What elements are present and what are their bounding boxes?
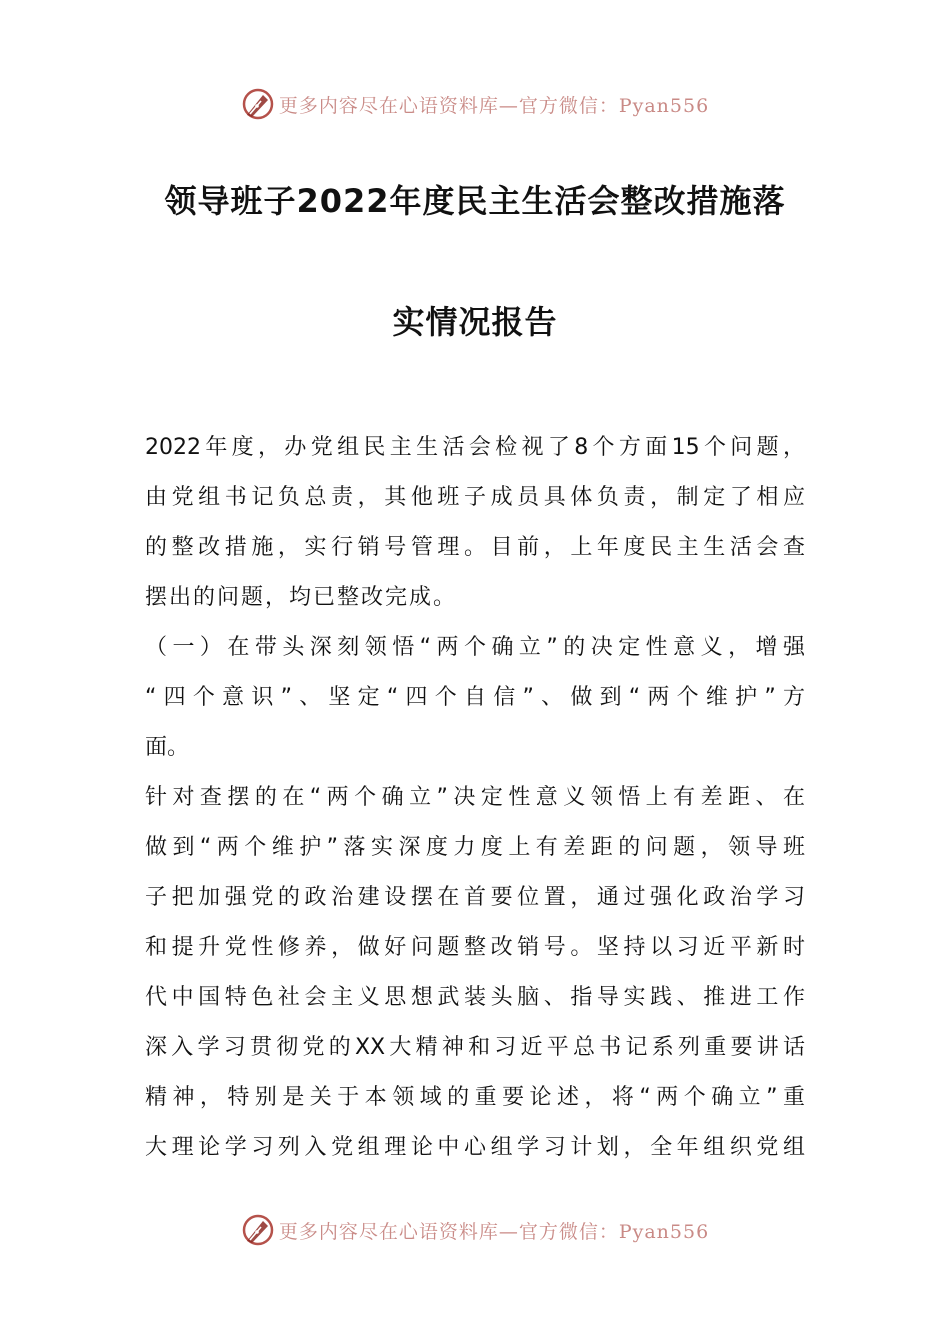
- body-line: 和提升党性修养，做好问题整改销号。坚持以习近平新时: [145, 935, 805, 960]
- body-line: 大理论学习列入党组理论中心组学习计划，全年组织党组: [145, 1135, 805, 1160]
- body-line: “四个意识”、坚定“四个自信”、做到“两个维护”方: [145, 685, 805, 710]
- watermark-text: 更多内容尽在心语资料库—官方微信：Pyan556: [278, 94, 710, 117]
- body-line: 由党组书记负总责，其他班子成员具体负责，制定了相应: [145, 485, 805, 510]
- body-line: 摆出的问题，均已整改完成。: [145, 585, 458, 610]
- body-line: 针对查摆的在“两个确立”决定性意义领悟上有差距、在: [145, 785, 805, 810]
- document-title-line-2: 实情况报告: [392, 303, 558, 341]
- pen-nib-circle-icon: [241, 87, 275, 121]
- watermark-header: [0, 84, 950, 124]
- body-line: 深入学习贯彻党的XX大精神和习近平总书记系列重要讲话: [145, 1035, 805, 1060]
- document-title-line-1: 领导班子2022年度民主生活会整改措施落: [164, 182, 786, 220]
- body-line: （一）在带头深刻领悟“两个确立”的决定性意义，增强: [145, 635, 805, 660]
- body-line: 的整改措施，实行销号管理。目前，上年度民主生活会查: [145, 535, 805, 560]
- watermark-footer: [0, 1210, 950, 1250]
- body-line: 面。: [145, 735, 190, 760]
- pen-nib-circle-icon: [241, 1213, 275, 1247]
- body-line: 代中国特色社会主义思想武装头脑、指导实践、推进工作: [145, 985, 805, 1010]
- body-line: 子把加强党的政治建设摆在首要位置，通过强化政治学习: [145, 885, 805, 910]
- body-line: 做到“两个维护”落实深度力度上有差距的问题，领导班: [145, 835, 805, 860]
- body-line: 精神，特别是关于本领域的重要论述，将“两个确立”重: [145, 1085, 805, 1110]
- body-line: 2022年度，办党组民主生活会检视了8个方面15个问题，: [145, 435, 805, 460]
- watermark-text: 更多内容尽在心语资料库—官方微信：Pyan556: [278, 1220, 710, 1243]
